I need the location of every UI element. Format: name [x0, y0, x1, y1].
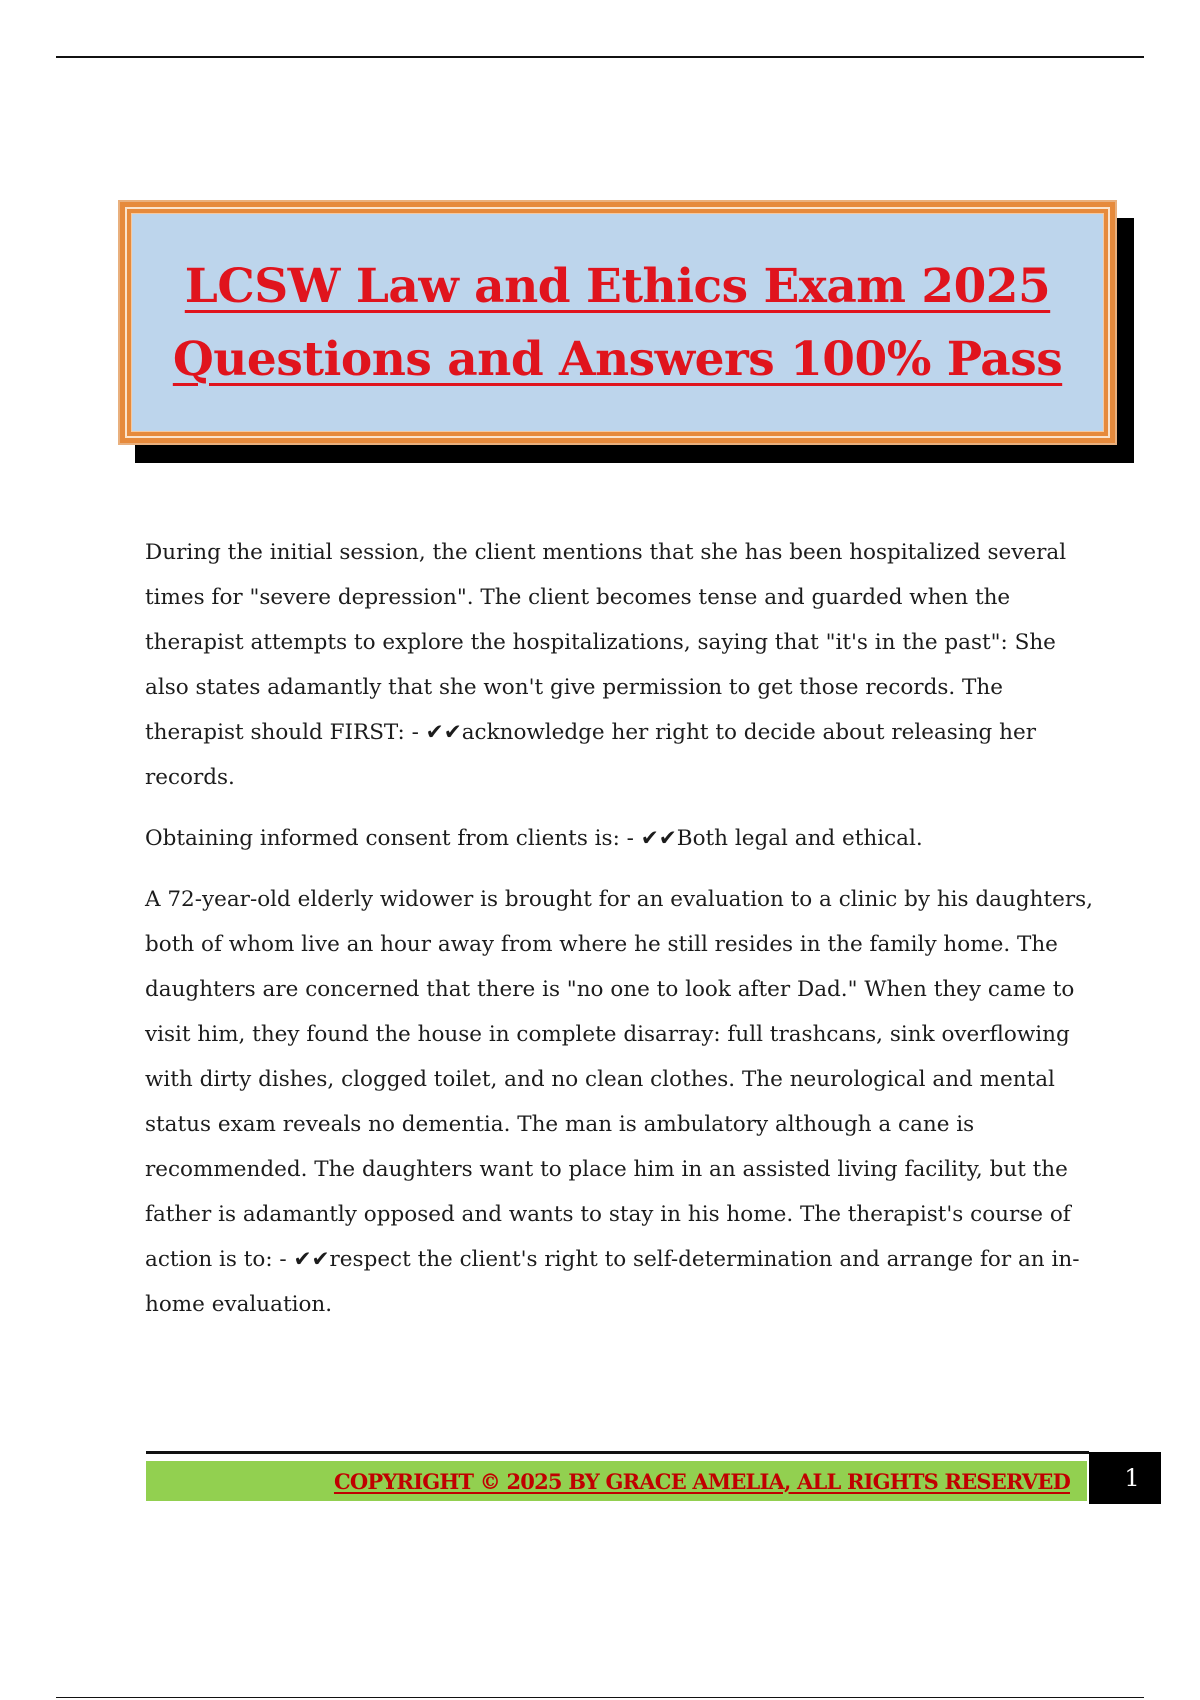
- document-body: [145, 530, 1095, 1343]
- question-answer-1: During the initial session, the client mentions that she has been hospitalized several times for "severe depression". The client becomes tense and guarded when the therapist attempts to explore the hospitalizations, saying that "it's in the past": She also states adamantly that she won't give permission to get those records. The therapist should FIRST: - ✔✔acknowledge her right to decide about releasing her records.: [145, 540, 1067, 790]
- page-number: 1: [1089, 1452, 1161, 1504]
- title-box-inner-border: [125, 207, 1110, 438]
- top-rule: [56, 56, 1144, 58]
- document-title-line-2: Questions and Answers 100% Pass: [172, 331, 1063, 387]
- copyright-notice: COPYRIGHT © 2025 BY GRACE AMELIA, ALL RIGHTS RESERVED: [333, 1468, 1070, 1494]
- title-box: [118, 200, 1117, 445]
- document-title-line-1: LCSW Law and Ethics Exam 2025: [184, 258, 1051, 314]
- title-panel: [131, 213, 1104, 432]
- question-answer-3: A 72-year-old elderly widower is brought for an evaluation to a clinic by his daughters, both of whom live an hour away from where he still resides in the family home. The daughters are concerned that there is "no one to look after Dad." When they came to visit him, they found the house in complete disarray: full trashcans, sink overflowing with dirty dishes, clogged toilet, and no clean clothes. The neurological and mental status exam reveals no dementia. The man is ambulatory although a cane is recommended. The daughters want to place him in an assisted living facility, but the father is adamantly opposed and wants to stay in his home. The therapist's course of action is to: - ✔✔respect the client's right to self-determination and arrange for an in-home evaluation.: [145, 887, 1093, 1317]
- footer-rule: [146, 1451, 1089, 1454]
- question-answer-2: Obtaining informed consent from clients is: - ✔✔Both legal and ethical.: [145, 826, 923, 851]
- footer-bar: [146, 1461, 1087, 1501]
- bottom-rule: [56, 1697, 1144, 1698]
